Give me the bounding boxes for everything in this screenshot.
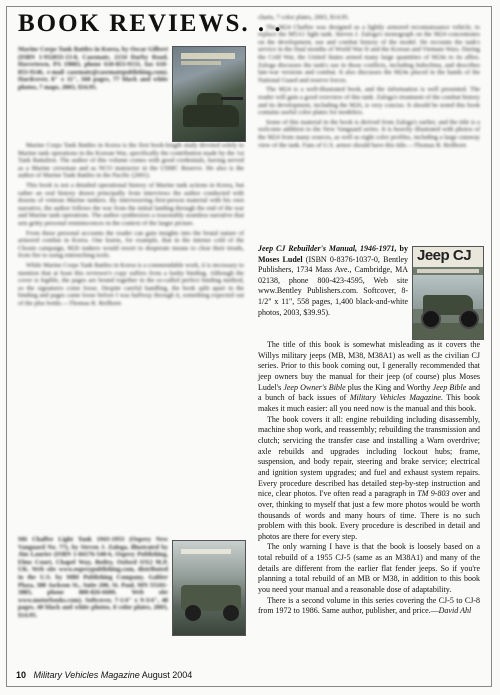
jeep-review-body — [258, 340, 480, 617]
jeep-review-paragraph: The book covers it all: engine rebuilding including disassembly, machine shop work, and reassembly; rebuilding the transmission and clutch; servicing the transfer case and installing a Warn overdrive; axle rebuilds and upgrades including lockout hubs; frame, suspension, and body repair, steering and brake service; electrical and ignition system upgrades; and fuel and exhaust system repairs. Every procedure described has detailed step-by-step instruction and nice, clear photos. I've often read a paragraph in TM 9-803 over and over, thinking to myself that just a few more photos would be worth thousands of words and many hours of time. There is no such problem with this book. Every procedure is described in detail and photos are there for every step. — [258, 414, 481, 541]
jeep-book-cover-image — [412, 246, 484, 340]
second-review-paragraph: M6 Chaffee Light Tank 1943-1953 (Osprey New Vanguard No. 77), by Steven J. Zaloga, illustrated by Jim Laurier (ISBN 1-84176-540-6, Osprey Publishing, Elms Court, Chapel Way, Botley, Oxford OX2 9LP, UK. Web site www.ospreypublishing.com, distributed in the U.S. by MBI Publishing Company, Galtier Plaza, 380 Jackson St., Suite 200, St. Paul, MN 55101-3885, phone 800-826-6600. Web site www.motorbooks.com). Softcover, 7-1/4" x 9-3/4", 48 pages, 40 black and white photos, 8 color plates, 2003, $14.95. — [18, 536, 168, 619]
left-review-intro — [18, 46, 168, 142]
jeep-review-header — [258, 244, 408, 318]
right-review-paragraph: The M24 is a well-illustrated book, and the information is well presented. The reader will gain a good overview of this tank. Zaloga's treatment of the combat history and its development, including the M26, is very concise. It should be noted this book contains useful color plates for modelers. — [258, 86, 480, 117]
second-left-review — [18, 536, 168, 664]
issue-date: August 2004 — [141, 670, 193, 680]
jeep-review-author: by Moses Ludel — [258, 244, 408, 264]
left-review-body — [18, 142, 244, 524]
left-review-paragraph: This book is not a detailed operational history of Marine tank actions in Korea, but rather an oral history drawn principally from interviews the author conducted with dozens of veteran Marine tankers. By interweaving first-person material with his own narrative, the author follows the war from the initial landing through the end of the war and Marine tank operations. The author synthesizes a reasonably seamless narrative that sets gritty personal reminiscences in the context of the larger picture. — [18, 181, 244, 227]
right-review-paragraph: The M24 Chaffee was designed as a lightly armored reconnaissance vehicle, to replace the M5A1 light tank. Steven J. Zaloga's monograph on the M24 concentrates on the development, use and combat history of the model. He recounts the tank's service in the final months of World War II and the Korean and Vietnam Wars. During the Cold War, the United States armed many large quantities of M24s to its allies. Zaloga discusses the tank's use in those conflicts, including Indochina, and describes late-war versions and combat. It also discusses the M24s placed in the hands of the National Guard and reserve forces. — [258, 23, 480, 84]
reviewer-signature: David Ahl — [438, 606, 472, 616]
page-footer — [16, 670, 192, 680]
jeep-review-paragraph: The title of this book is somewhat misleading as it covers the Willys military jeeps (MB, M38, M38A1) as well as the civilian CJ series. Prior to this book coming out, I generally recommended that jeep owners buy the manual for their jeep (of course) plus Moses Ludel's Jeep Owner's Bible plus the King and Worthy Jeep Bible and a bunch of back issues of Military Vehicles Magazine. This book makes it much easier: all you need now is the manual and this book. — [258, 340, 481, 413]
jeep-review-title: Jeep CJ Rebuilder's Manual, 1946-1971, — [258, 244, 397, 253]
chaffee-book-cover-image — [172, 540, 246, 636]
right-review-paragraph: Some of this material in the book is derived from Zaloga's earlier, and the title is a welcome addition to the New Vanguard series. It is heavily illustrated with photos of the M24 from many sources, as well as eight color profiles, including a large cutaway view of the tank. Fans of U.S. armor should have this title.—Thomas R. Reilhorn — [258, 118, 480, 149]
left-review-paragraph: Marine Corps Tank Battles in Korea is the first book-length study devoted solely to Marine tank operations in the Korean War, specifically the contribution made by the 1st Tank Battalion. The author of this volume comes with good credentials, having served as a Marine crewman and as NCO instructor in the USMC Reserve. He also is the author of Marine Tank Battles in the Pacific (2001). — [18, 142, 244, 180]
jeep-cover-title: Jeep CJ — [417, 247, 472, 264]
left-review-paragraph: From these personal accounts the reader can gain insights into the brutal nature of armored combat in Korea. One learns, for example, that in the intense cold of the Chosin campaign, M26 tankers would resort to desperate means to clear their treads, from fire to using entrenching tools. — [18, 229, 244, 260]
magazine-name: Military Vehicles Magazine — [33, 670, 140, 680]
left-review-paragraph: While Marine Corps Tank Battles in Korea is a commendable work, it is necessary to mention that at least this reviewer's copy suffers from a faulty binding. Although the cover is legible, the pages are bound together in the so-called perfect binding method, so the signatures come loose. Despite careful handling, the book split apart in the binding and pages came loose before I was halfway through it, something expected out of the plus bottle.—Thomas R. Reilhorn — [18, 261, 244, 307]
jeep-review-paragraph: The only warning I have is that the book is loosely based on a total rebuild of a 1955 CJ-5 (same as an M38A1) and many of the details are different from the earlier flat fender jeeps. So if you're planning a total rebuild of an MB or M38, in addition to this book you need your manual and a reasonable dose of adaptability. — [258, 542, 480, 595]
page-number: 10 — [16, 670, 27, 680]
right-review-paragraph: charts, 7 color plates, 2003, $14.95. — [258, 14, 350, 21]
tank-book-cover-image — [172, 46, 246, 142]
section-heading: BOOK REVIEWS. . . — [18, 10, 283, 37]
jeep-review-details: (ISBN 0-8376-1037-0, Bentley Publishers, 1734 Mass Ave., Cambridge, MA 02138, phone 800-423-4595, Web site www.Bentley Publishers.com. Softcover, 8-1/2" x 11", 558 pages, 1,400 black-and-white photos, 2003, $39.95). — [258, 254, 409, 317]
jeep-review-paragraph: There is a second volume in this series covering the CJ-5 to CJ-8 from 1972 to 1986. Same author, publisher, and price.—David Ahl — [258, 595, 480, 616]
left-review-paragraph: Marine Corps Tank Battles in Korea, by Oscar Gilbert (ISBN 1-932033-13-8, Casemate, 2134 Darby Road, Havertown, PA 19083, phone 610-853-9131, fax 610-853-9146, e-mail casemate@casematepublishing.com). Hardcover, 8" x 11", 368 pages, 77 black and white photos, 7 maps, 2003, $34.95. — [18, 46, 168, 91]
right-top-review — [258, 12, 480, 240]
